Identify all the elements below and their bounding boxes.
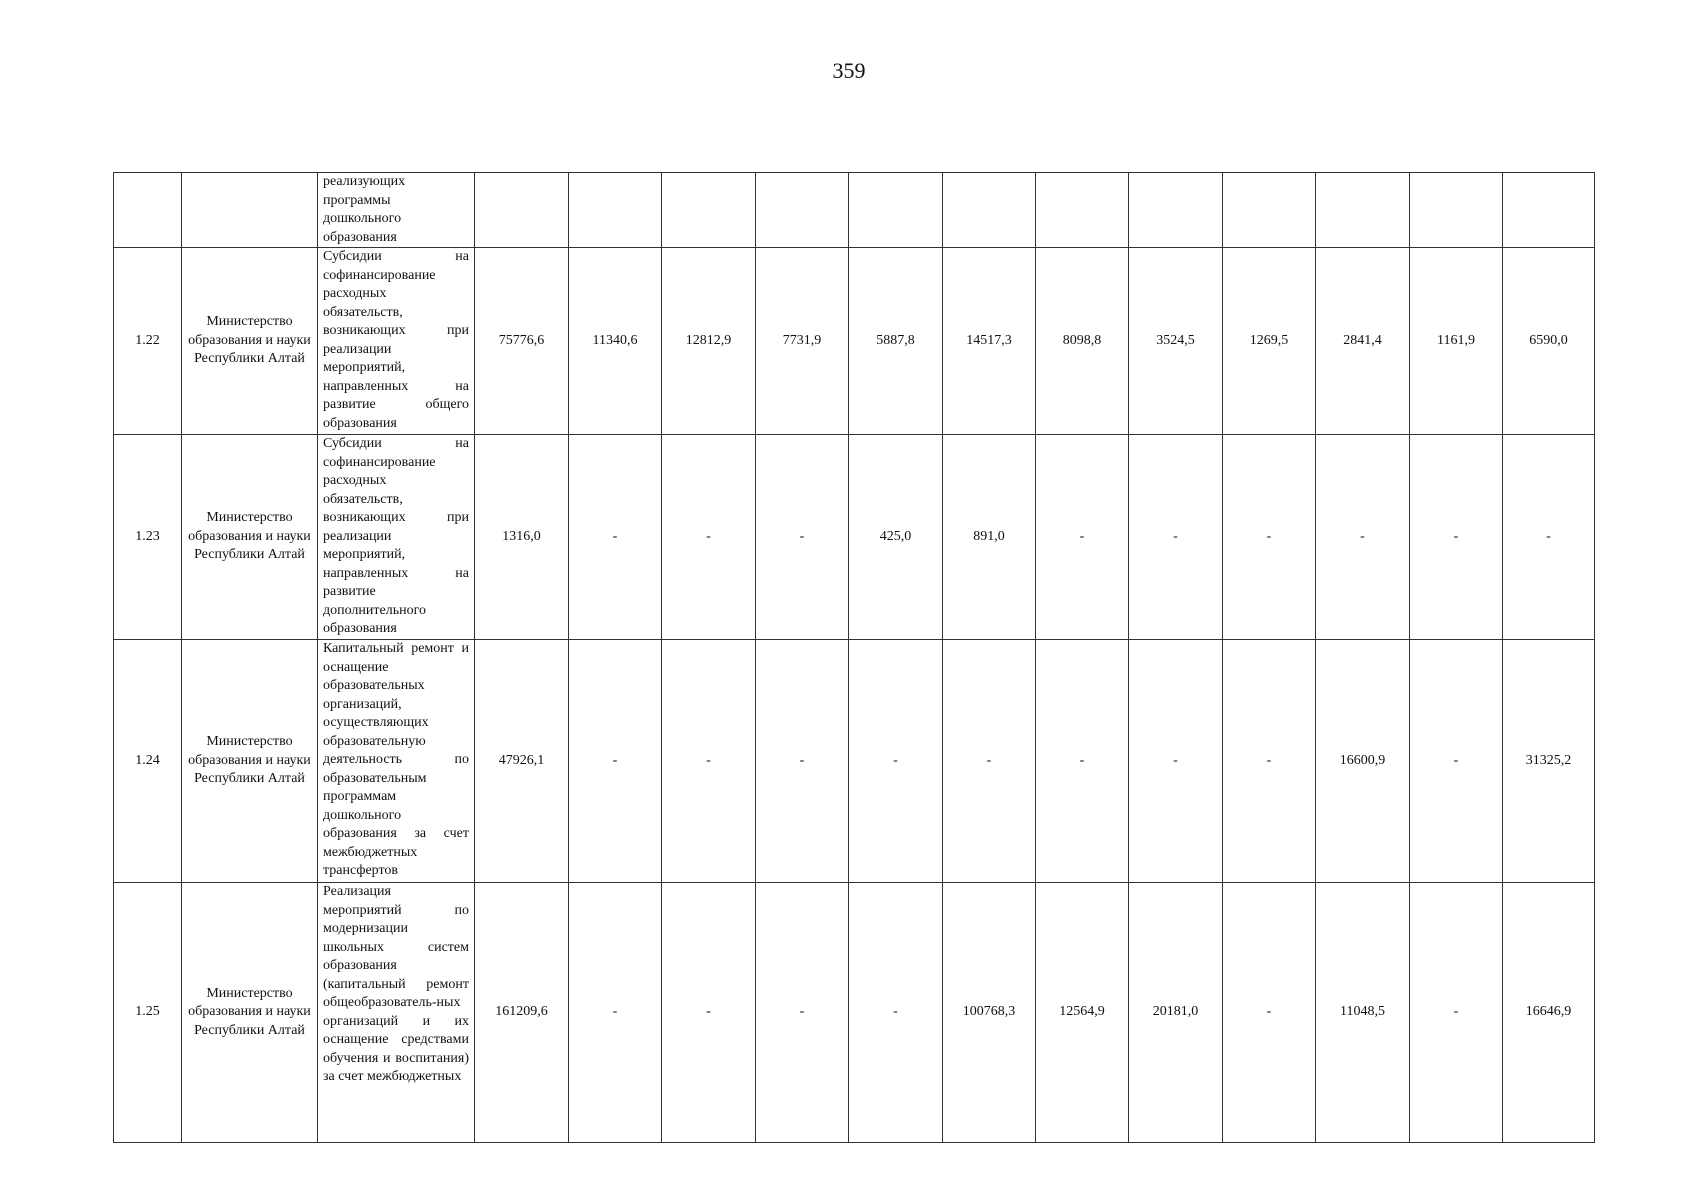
table-row bbox=[114, 173, 1595, 248]
value-cell: - bbox=[1410, 435, 1503, 640]
value-cell: - bbox=[662, 640, 756, 883]
value-cell: 14517,3 bbox=[943, 248, 1036, 435]
value-cell bbox=[1129, 173, 1223, 248]
description-text: Капитальный ремонт и оснащение образовательных организаций, осуществляющих образовательную деятельность по образовательным программам дошкольного образования за счет межбюджетных трансфертов bbox=[323, 641, 469, 878]
value-cell: 11048,5 bbox=[1316, 883, 1410, 1143]
budget-table bbox=[113, 172, 1595, 1143]
value-cell: 6590,0 bbox=[1503, 248, 1595, 435]
value-cell: - bbox=[569, 883, 662, 1143]
value-cell: - bbox=[849, 640, 943, 883]
value-cell: 161209,6 bbox=[475, 883, 569, 1143]
description-cell bbox=[318, 435, 475, 640]
table-row bbox=[114, 248, 1595, 435]
value-cell: 47926,1 bbox=[475, 640, 569, 883]
value-cell: 1269,5 bbox=[1223, 248, 1316, 435]
value-cell: 3524,5 bbox=[1129, 248, 1223, 435]
value-cell: - bbox=[1223, 435, 1316, 640]
organization-cell: Министерство образования и науки Республики Алтай bbox=[182, 248, 318, 435]
value-cell bbox=[1410, 173, 1503, 248]
description-cell bbox=[318, 248, 475, 435]
table-row bbox=[114, 640, 1595, 883]
value-cell: 11340,6 bbox=[569, 248, 662, 435]
value-cell: - bbox=[756, 435, 849, 640]
description-text: реализующих программы дошкольного образования bbox=[323, 174, 406, 245]
value-cell bbox=[1316, 173, 1410, 248]
organization-cell: Министерство образования и науки Республики Алтай bbox=[182, 640, 318, 883]
value-cell: 12564,9 bbox=[1036, 883, 1129, 1143]
organization-cell bbox=[182, 173, 318, 248]
value-cell: - bbox=[1316, 435, 1410, 640]
value-cell: - bbox=[1223, 640, 1316, 883]
description-text: Субсидии на софинансирование расходных обязательств, возникающих при реализации мероприятий, направленных на развитие общего образования bbox=[323, 249, 469, 431]
description-text: Реализация мероприятий по модернизации школьных систем образования (капитальный ремонт общеобразователь-ных организаций и их оснащение средствами обучения и воспитания) за счет межбюджетных bbox=[323, 884, 469, 1084]
value-cell: - bbox=[1410, 640, 1503, 883]
value-cell: - bbox=[1410, 883, 1503, 1143]
value-cell bbox=[569, 173, 662, 248]
value-cell: - bbox=[756, 640, 849, 883]
value-cell bbox=[1223, 173, 1316, 248]
value-cell: - bbox=[1036, 640, 1129, 883]
value-cell: 16646,9 bbox=[1503, 883, 1595, 1143]
value-cell: 8098,8 bbox=[1036, 248, 1129, 435]
value-cell: 12812,9 bbox=[662, 248, 756, 435]
value-cell: - bbox=[849, 883, 943, 1143]
row-number-cell: 1.22 bbox=[114, 248, 182, 435]
value-cell: - bbox=[1503, 435, 1595, 640]
row-number-cell: 1.23 bbox=[114, 435, 182, 640]
value-cell: 1161,9 bbox=[1410, 248, 1503, 435]
organization-cell: Министерство образования и науки Республики Алтай bbox=[182, 435, 318, 640]
description-text: Субсидии на софинансирование расходных обязательств, возникающих при реализации мероприятий, направленных на развитие дополнительного образования bbox=[323, 436, 469, 636]
value-cell: - bbox=[1129, 435, 1223, 640]
value-cell: - bbox=[943, 640, 1036, 883]
value-cell bbox=[943, 173, 1036, 248]
description-cell bbox=[318, 173, 475, 248]
value-cell: - bbox=[662, 435, 756, 640]
value-cell bbox=[475, 173, 569, 248]
value-cell: 100768,3 bbox=[943, 883, 1036, 1143]
table-row bbox=[114, 435, 1595, 640]
value-cell: 891,0 bbox=[943, 435, 1036, 640]
table-body bbox=[114, 173, 1595, 1143]
value-cell: 425,0 bbox=[849, 435, 943, 640]
table-row bbox=[114, 883, 1595, 1143]
value-cell: - bbox=[756, 883, 849, 1143]
value-cell bbox=[1036, 173, 1129, 248]
description-cell bbox=[318, 883, 475, 1143]
value-cell: - bbox=[569, 435, 662, 640]
value-cell: 20181,0 bbox=[1129, 883, 1223, 1143]
row-number-cell: 1.24 bbox=[114, 640, 182, 883]
value-cell: - bbox=[1223, 883, 1316, 1143]
value-cell: 16600,9 bbox=[1316, 640, 1410, 883]
value-cell: 1316,0 bbox=[475, 435, 569, 640]
value-cell: 31325,2 bbox=[1503, 640, 1595, 883]
value-cell: 5887,8 bbox=[849, 248, 943, 435]
value-cell bbox=[756, 173, 849, 248]
value-cell: 75776,6 bbox=[475, 248, 569, 435]
row-number-cell bbox=[114, 173, 182, 248]
organization-cell: Министерство образования и науки Республики Алтай bbox=[182, 883, 318, 1143]
value-cell: 7731,9 bbox=[756, 248, 849, 435]
value-cell bbox=[1503, 173, 1595, 248]
value-cell: - bbox=[569, 640, 662, 883]
description-cell bbox=[318, 640, 475, 883]
row-number-cell: 1.25 bbox=[114, 883, 182, 1143]
value-cell: - bbox=[1129, 640, 1223, 883]
value-cell bbox=[662, 173, 756, 248]
value-cell bbox=[849, 173, 943, 248]
value-cell: - bbox=[662, 883, 756, 1143]
value-cell: - bbox=[1036, 435, 1129, 640]
page-number: 359 bbox=[832, 58, 866, 83]
value-cell: 2841,4 bbox=[1316, 248, 1410, 435]
